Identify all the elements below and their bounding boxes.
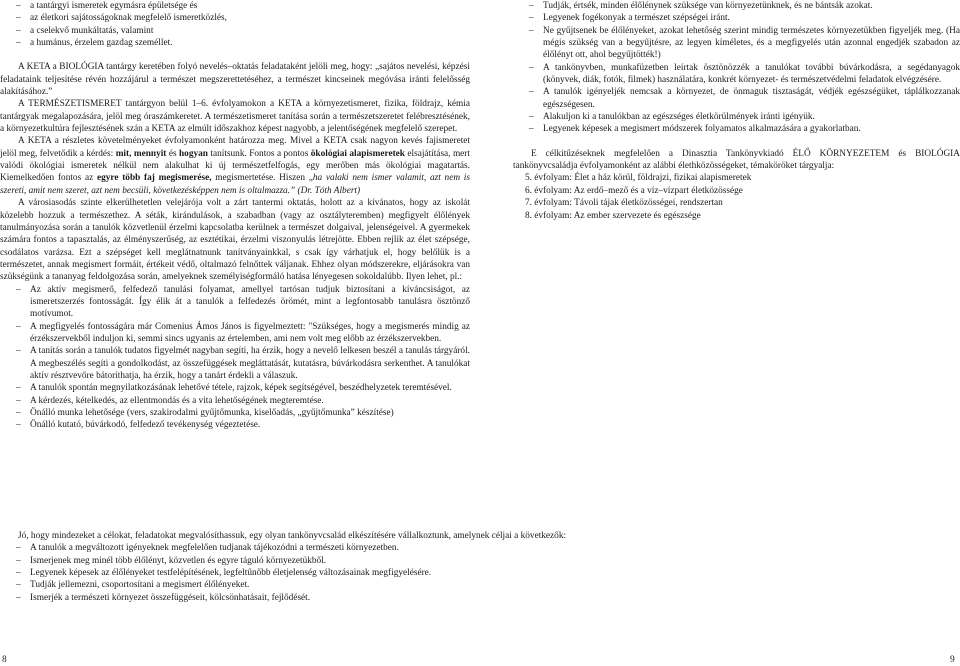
text-run: és <box>166 148 180 159</box>
list-item: – az életkori sajátosságoknak megfelelő ismeretközlés, <box>0 12 470 24</box>
text-run: megismertetése. Hiszen „ <box>211 173 313 184</box>
paragraph-requirements <box>0 135 470 197</box>
emphasis-ecology: ökológiai alapismeretek <box>310 148 405 159</box>
quotation-toth: ha valaki nem ismer valamit, azt nem is szereti, amit nem szeret, azt nem becsüli, következésképpen nem is oltalmazza.” (Dr. Tóth Albert) <box>0 173 470 196</box>
emphasis-how: hogyan <box>179 148 208 159</box>
goals-list-right <box>513 0 960 136</box>
list-item: – Ismerjenek meg minél több élőlényt, közvetlen és egyre táguló környezetükből. <box>0 555 960 567</box>
bottom-section <box>0 530 960 604</box>
page-number-right: 9 <box>950 655 955 665</box>
list-item: – A tanulók a megváltozott igényeknek megfelelően tudjanak tájékozódni a természeti környezetben. <box>0 542 960 554</box>
paragraph-natural-science: A TERMÉSZETISMERET tantárgyon belül 1–6. évfolyamokon a KETA a környezetismeret, fizika, földrajz, kémia tantárgyak megalapozására, jelöl meg óraszámkeretet. A természetismeret tanítása során a természetszeretet felébresztésének, a környezetkultúra fejlesztésének szán a KETA az elmúlt időszakhoz képest nagyobb, a jelentőségének megfelelő szerepet. <box>0 99 470 135</box>
text-run: elsajátítása, mert valódi ökológiai ismeretek nélkül nem alakulhat ki új természetfelfogás, egy merőben más ökológiai magatartás. Kiemelkedően fontos az <box>0 148 470 184</box>
paragraph-keta-biology: A KETA a BIOLÓGIA tantárgy keretében folyó nevelés–oktatás feladataként jelöli meg, hogy: „sajátos nevelési, képzési feladataink teljesítése révén hozzájárul a természet megszerettetéséhez, a természet kincseinek megóvása iránti felelősség alakításához.” <box>0 62 470 98</box>
list-item: – Az aktív megismerő, felfedező tanulási folyamat, amellyel tartósan tudjuk biztosítani a kíváncsiságot, az ismeretszerzés fontosságát. Így élik át a tanulók a felfedezés örömét, mint a legfontosabb tanulásra ösztönző motívumot. <box>0 284 470 321</box>
list-item: – Legyenek képesek a megismert módszerek folyamatos alkalmazására a gyakorlatban. <box>513 123 960 135</box>
list-item: – Ismerjék a természeti környezet összefüggéseit, kölcsönhatásait, fejlődését. <box>0 592 960 604</box>
paragraph-goals-intro: Jó, hogy mindezeket a célokat, feladatokat megvalósíthassuk, egy olyan tankönyvcsalád elkészítésére vállalkoztunk, amelynek céljai a következők: <box>18 531 567 541</box>
grades-list <box>513 172 960 221</box>
paragraph-textbook-family: E célkitűzéseknek megfelelően a Dinasztia Tankönyvkiadó ÉLŐ KÖRNYEZETEM és BIOLÓGIA tankönyvcsaládja évfolyamonként az alábbi élethközösségeket, témaköröket tárgyalja: <box>513 148 960 172</box>
text-run: A KETA a részletes követelményeket évfolyamonként határozza meg. Mivel a KETA csak nagyon kevés fajismeretet jelöl meg, felvetődik a kérdés: <box>0 136 470 159</box>
list-item: – a tantárgyi ismeretek egymásra épületsége és <box>0 0 470 12</box>
list-item: – Tudják jellemezni, csoportosítani a megismert élőlényeket. <box>0 579 960 591</box>
emphasis-more-species: egyre több faj megismerése, <box>96 173 212 184</box>
list-item: 8. évfolyam: Az ember szervezete és egészsége <box>525 210 701 221</box>
list-item: 7. évfolyam: Távoli tájak életközösségei, rendszertan <box>525 198 723 209</box>
list-item: – A tanulók spontán megnyilatkozásának lehetővé tétele, rajzok, képek segítségével, beszédhelyzetek teremtésével. <box>0 382 470 394</box>
list-item: – a humánus, érzelem gazdag személlet. <box>0 37 470 49</box>
list-item: – Önálló munka lehetősége (vers, szakirodalmi gyűjtőmunka, kiselőadás, „gyűjtőmunka” készítése) <box>0 407 470 419</box>
page-number-left: 8 <box>2 655 7 665</box>
list-item: – A tanítás során a tanulók tudatos figyelmét nagyban segíti, ha érzik, hogy a nevelő lelkesen beszél a tanulás tárgyáról. A megbeszélés segíti a gondolkodást, az összefüggések megláttatását, kutatásra, búvárkodásra serkenthet. A tanulókat aktív résztvevőre bátoríthatja, ha érzik, hogy a tanárt érdekli a válaszuk. <box>0 345 470 382</box>
emphasis-what-how-much: mit, mennyit <box>115 148 167 159</box>
list-item: – Legyenek fogékonyak a természet szépségei iránt. <box>513 12 960 24</box>
list-item: – Alakuljon ki a tanulókban az egészséges életkörülmények iránti igényük. <box>513 111 960 123</box>
paragraph-urbanization: A városiasodás szinte elkerülhetetlen velejárója volt a zárt tantermi oktatás, holott az a kívánatos, hogy az iskolát közelebb hozzuk a természethez. A séták, kirándulások, a szabadban (vagy az osztályteremben) megfigyelt élőlények tanulmányozása során a tanulók közvetlenül érzelmi kapcsolatba kerülnek a természet dolgaival, jelenségeivel. A gyermekek számára fontos a tapasztalás, az élményszerűség, az esztétikai, érzelmi viszonyulás létrejötte. Ebben rejlik az élet szépsége, csodálatos varázsa. Ezt a szépséget kell meglátnatnunk tanítványainkkal, s csak így várhatjuk el, hogy belőlük is a természetet, annak megismert formáit, értékeit védő, oltalmazó felnőttek váljanak. Ehhez olyan módszerekre, eljárásokra van szükségünk a tananyag feldolgozása során, amelyeknek személyiségformáló hatása lényegesen sokoldalúbb. Ilyen lehet, pl.: <box>0 198 470 283</box>
list-item: – A megfigyelés fontosságára már Comenius Ámos János is figyelmeztett: "Szükséges, hogy a megismerés mindig az érzékszervekből induljon ki, semmi sincs ugyanis az értelemben, ami nem volt meg előbb az érzékszervekben. <box>0 321 470 346</box>
methods-list <box>0 284 470 432</box>
right-column <box>513 0 960 222</box>
list-item: – Ne gyűjtsenek be élőlényeket, azokat lehetőség szerint mindig természetes környezetükben figyeljék meg. (Ha mégis szükség van a begyűjtésre, az legyen kíméletes, és a megfigyelés után azonnal engedjék szabadon az élőlényt ott, ahol begyűjtötték!) <box>513 25 960 62</box>
text-run: tanítsunk. Fontos a pontos <box>207 148 311 159</box>
list-item: – A tanulók igényeljék nemcsak a környezet, de önmaguk tisztaságát, védjék egészségüket, táplálkozzanak egészségesen. <box>513 86 960 111</box>
intro-list <box>0 0 470 49</box>
list-item: – A tankönyvben, munkafüzetben leírtak ösztönözzék a tanulókat további búvárkodásra, a segédanyagok (könyvek, diák, fotók, filmek) használatára, konkrét környezet- és természetvédelmi feladatok elvégzésére. <box>513 62 960 87</box>
list-item: – a cselekvő munkáltatás, valamint <box>0 25 470 37</box>
left-column <box>0 0 470 432</box>
list-item: – Legyenek képesek az élőlényeket testfelépítésének, legfeltűnőbb életjelenség változásainak megfigyelésére. <box>0 567 960 579</box>
list-item: 5. évfolyam: Élet a ház körül, földrajzi, fizikai alapismeretek <box>525 173 752 184</box>
list-item: 6. évfolyam: Az erdő–mező és a víz–vízpart életközössége <box>525 185 743 196</box>
list-item: – Önálló kutató, búvárkodó, felfedező tevékenység végeztetése. <box>0 419 470 431</box>
goals-list-bottom <box>0 542 960 604</box>
list-item: – A kérdezés, kételkedés, az ellentmondás és a vita lehetőségének megteremtése. <box>0 395 470 407</box>
list-item: – Tudják, értsék, minden élőlénynek szüksége van környezetünknek, és ne bántsák azokat. <box>513 0 960 12</box>
